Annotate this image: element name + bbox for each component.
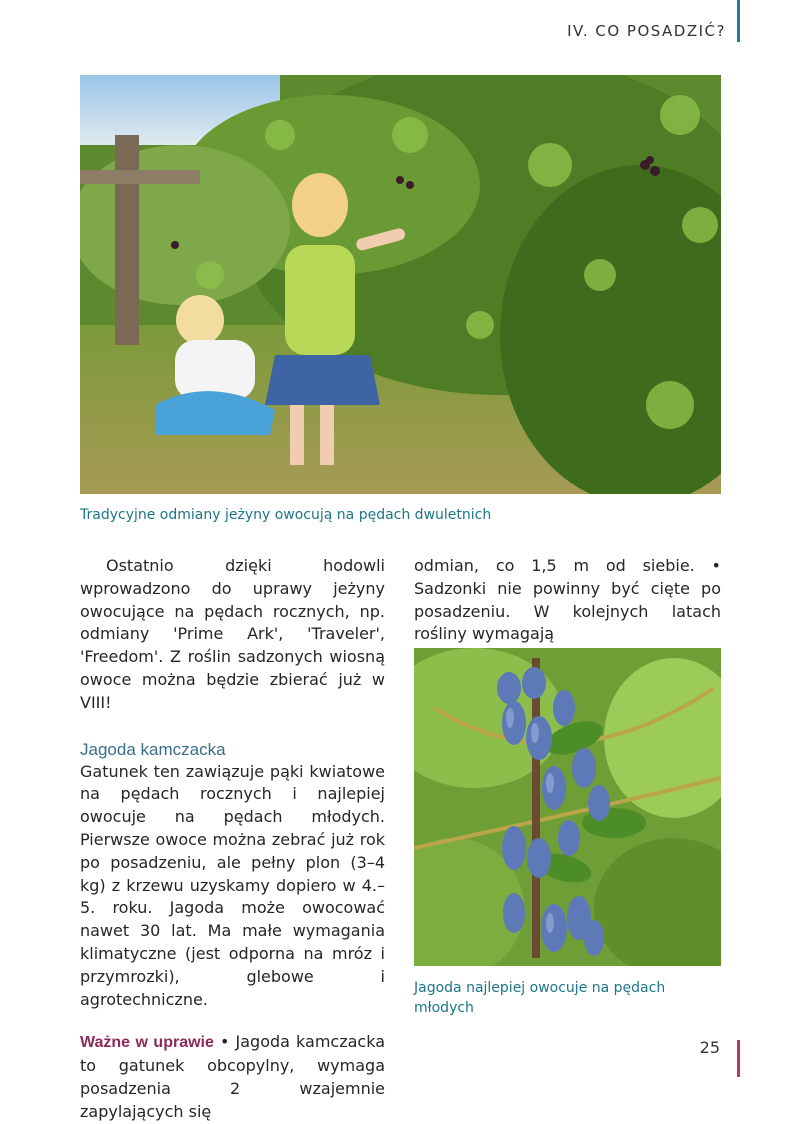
paragraph-wazne-text: • Jagoda kamczacka to gatunek obcopylny, wymaga posadzenia 2 wzajemnie zapylających się	[80, 1032, 385, 1121]
caption-right-photo: Jagoda najlepiej owocuje na pędach młodych	[414, 980, 666, 1016]
page-number: 25	[699, 1038, 720, 1057]
caption-top-photo: Tradycyjne odmiany jeżyny owocują na pędach dwuletnich	[80, 507, 492, 523]
page-accent-bar	[737, 1040, 740, 1077]
paragraph-intro: Ostatnio dzięki hodowli wprowadzono do uprawy jeżyny owocujące na pędach rocznych, np. odmiany 'Prime Ark', 'Traveler', 'Freedom'. Z roślin sadzonych wiosną owoce można będzie zbierać już w VIII!	[80, 556, 385, 712]
chapter-title: IV. CO POSADZIĆ?	[567, 22, 726, 40]
paragraph-jagoda: Gatunek ten zawiązuje pąki kwiatowe na pędach rocznych i najlepiej owocuje na pędach młodych. Pierwsze owoce można zebrać już rok po posadzeniu, ale pełny plon (3–4 kg) z krzewu uzyskamy dopiero w 4.–5. roku. Jagoda może owocować nawet 30 lat. Ma małe wymagania klimatyczne (jest odporna na mróz i przymrozki), glebowe i agrotechniczne.	[80, 761, 385, 1009]
paragraph-continuation: odmian, co 1,5 m od siebie. • Sadzonki nie powinny być cięte po posadzeniu. W kolejnych latach rośliny wymagają	[414, 556, 721, 644]
photo-honeysuckle-berries	[414, 648, 721, 966]
chapter-accent-bar	[737, 0, 740, 42]
text-column-right	[414, 555, 721, 646]
photo-blackberry-children	[80, 75, 721, 494]
paragraph-wazne	[80, 1031, 385, 1123]
text-column-left	[80, 555, 385, 1124]
subheading-jagoda: Jagoda kamczacka	[80, 739, 226, 759]
lead-wazne: Ważne w uprawie	[80, 1034, 214, 1052]
